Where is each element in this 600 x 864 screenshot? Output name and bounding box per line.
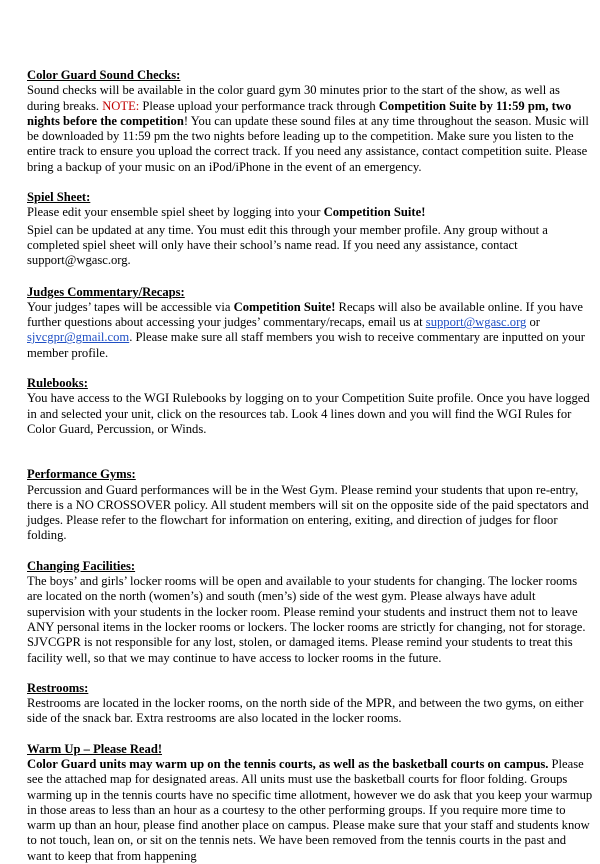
section-body: The boys’ and girls’ locker rooms will be open and available to your students for changing. The locker rooms are located on the north (women’s) and south (men’s) side of the west gym. Please always have adult supervision with your students in the locker room. Please remind your students and instruct them not to leave ANY personal items in the locker rooms or lockers. The locker rooms are strictly for changing, not for storage. SJVCGPR is not responsible for any lost, stolen, or damaged items. Please remind your students to treat this facility well, so that we may continue to have access to locker rooms in the future. xyxy=(27,574,586,665)
document-page xyxy=(27,68,593,864)
competition-suite-emphasis: Competition Suite! xyxy=(233,299,336,314)
body-text: . Please make sure all staff members you wish to receive commentary are inputted on your member profile. xyxy=(27,330,585,360)
section-heading: Changing Facilities: xyxy=(27,558,136,573)
section-heading: Performance Gyms: xyxy=(27,467,136,482)
warm-up-emphasis: Color Guard units may warm up on the tennis courts, as well as the basketball courts on campus. xyxy=(27,756,549,771)
section-body xyxy=(27,205,593,220)
body-text: ! You can update these sound files at any time throughout the season. Music will be downloaded by 11:59 pm the two nights before leading up to the competition. Make sure you listen to the entire track to ensure you upload the correct track. If you need any assistance, contact competition suite. Please bring a backup of your music on an iPod/iPhone in the event of an emergency. xyxy=(27,113,589,174)
body-text: Please see the attached map for designated areas. All units must use the basketball courts for floor folding. Groups warming up in the tennis courts have no specific time allotment, however we do ask that you keep your warmup in those areas to less than an hour as a courtesy to the other performing groups. If you require more time to warm up than an hour, please find another place on campus. Please make sure that your staff and students know to not touch, lean on, or sit on the tennis nets. We have been removed from the tennis courts in the past and want to keep that from happening xyxy=(27,756,593,863)
note-label: NOTE: xyxy=(102,98,140,113)
deadline-emphasis: Competition Suite by 11:59 pm, two nights before the competition xyxy=(27,98,572,128)
section-body xyxy=(27,757,593,864)
body-text: Recaps will also be available online. If you have further questions about accessing your judges’ commentary/recaps, email us at xyxy=(27,299,583,330)
body-text: Sound checks will be available in the color guard gym 30 minutes prior to the start of the show, as well as during breaks. xyxy=(27,83,560,113)
body-text: or xyxy=(526,315,540,330)
section-body: Percussion and Guard performances will be in the West Gym. Please remind your students that upon re-entry, there is a NO CROSSOVER policy. All student members will sit on the opposite side of the paid spectators and judges. Please refer to the flowchart for information on entering, exiting, and direction of judges for floor folding. xyxy=(27,482,589,543)
section-heading: Rulebooks: xyxy=(27,376,88,391)
body-text: Please upload your performance track through xyxy=(139,98,379,113)
section-sound-checks xyxy=(27,68,593,175)
section-body: You have access to the WGI Rulebooks by logging on to your Competition Suite profile. Once you have logged in and selected your unit, click on the resources tab. Look 4 lines down and you will find the WGI Rules for Color Guard, Percussion, or Winds. xyxy=(27,391,590,436)
section-body: Spiel can be updated at any time. You must edit this through your member profile. Any group without a completed spiel sheet will only have their school’s name read. If you need any assistance, contact support@wgasc.org. xyxy=(27,222,548,268)
section-heading: Judges Commentary/Recaps: xyxy=(27,284,185,299)
section-body xyxy=(27,300,593,361)
section-changing-facilities xyxy=(27,559,593,666)
section-warm-up xyxy=(27,742,593,864)
section-judges-commentary xyxy=(27,285,593,361)
section-heading: Color Guard Sound Checks: xyxy=(27,68,181,82)
section-body: Restrooms are located in the locker rooms, on the north side of the MPR, and between the two gyms, on either side of the snack bar. Extra restrooms are also located in the locker rooms. xyxy=(27,696,584,726)
section-restrooms xyxy=(27,681,593,727)
section-body xyxy=(27,83,593,175)
body-text: Your judges’ tapes will be accessible via xyxy=(27,299,234,314)
sjvcgpr-email-link[interactable]: sjvcgpr@gmail.com xyxy=(27,330,130,345)
competition-suite-emphasis: Competition Suite! xyxy=(323,205,426,220)
body-text: Please edit your ensemble spiel sheet by logging into your xyxy=(27,205,324,220)
section-spiel-sheet xyxy=(27,190,593,268)
support-email-link[interactable]: support@wgasc.org xyxy=(425,315,527,330)
section-heading: Warm Up – Please Read! xyxy=(27,741,163,756)
section-performance-gyms xyxy=(27,467,593,543)
section-rulebooks xyxy=(27,376,593,437)
section-heading: Restrooms: xyxy=(27,680,89,695)
section-heading: Spiel Sheet: xyxy=(27,190,91,205)
